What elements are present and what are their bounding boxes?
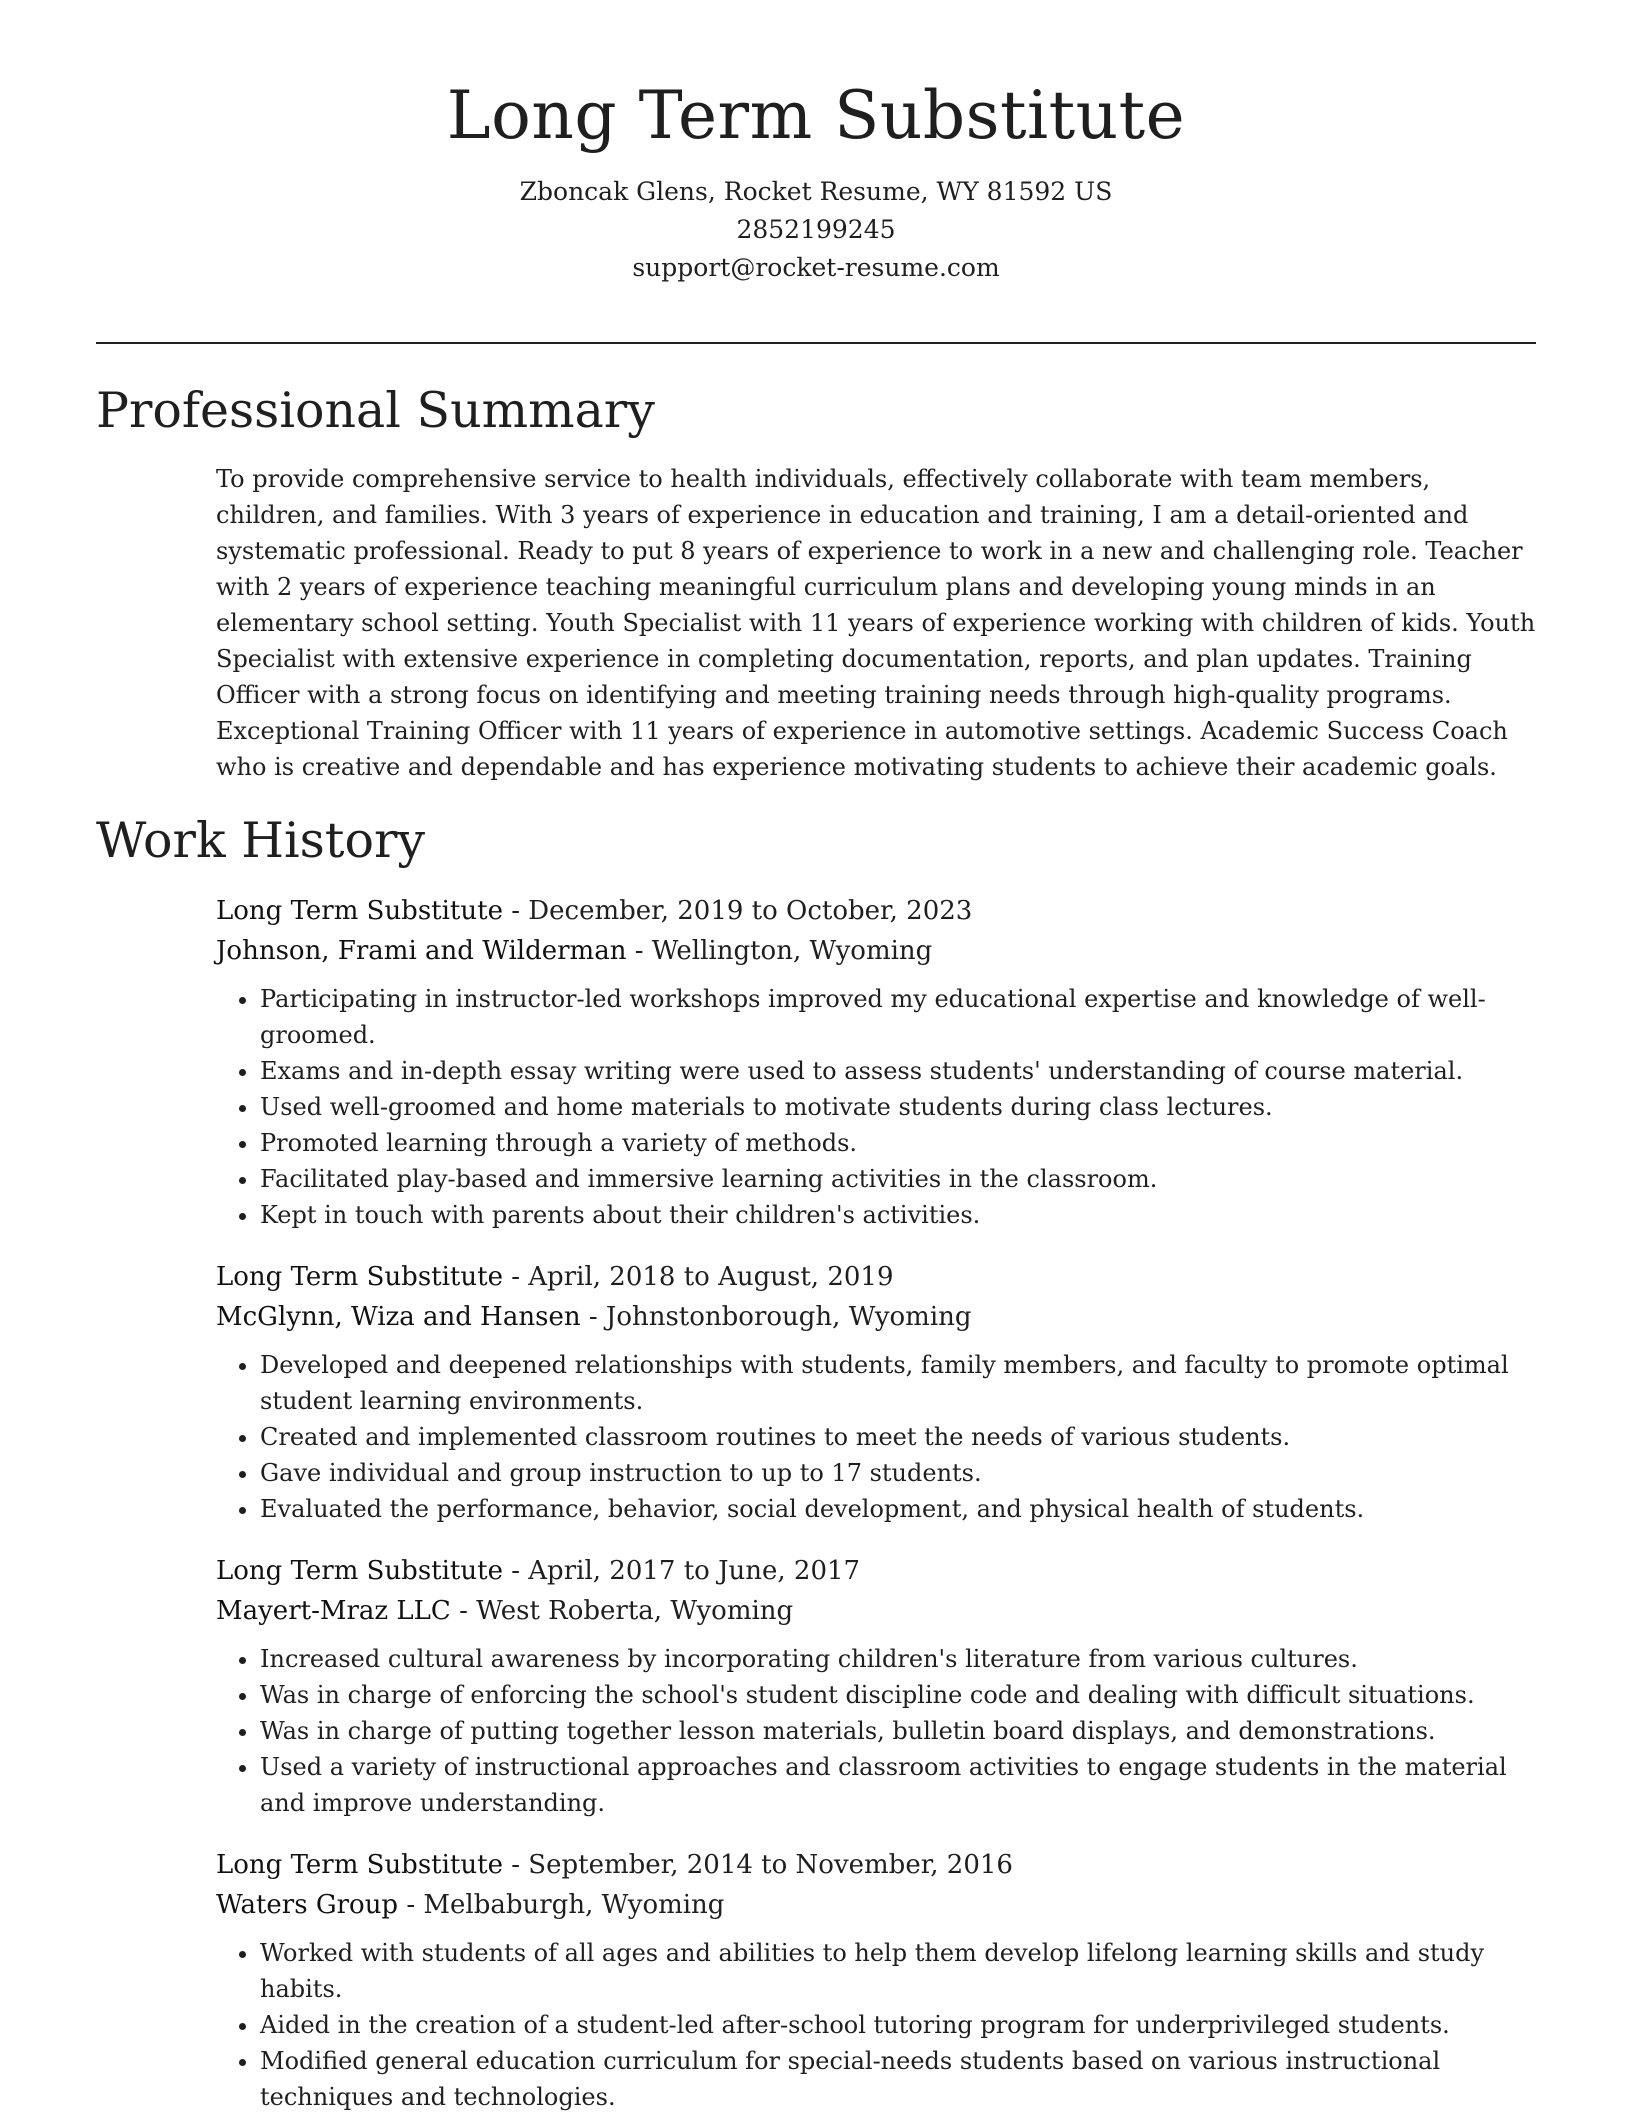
job-company: McGlynn, Wiza and Hansen xyxy=(216,1302,581,1332)
job-bullet: • Was in charge of putting together lesson materials, bulletin board displays, and demonstrations. xyxy=(260,1713,1541,1749)
job-role: Long Term Substitute xyxy=(216,896,503,926)
contact-info xyxy=(0,173,1632,287)
job-company: Johnson, Frami and Wilderman xyxy=(216,936,627,966)
job-bullet: • Exams and in-depth essay writing were used to assess students' understanding of course material. xyxy=(260,1053,1541,1089)
job-location: - Melbaburgh, Wyoming xyxy=(398,1890,725,1920)
job-bullets xyxy=(216,1347,1541,1527)
job-bullet: • Evaluated the performance, behavior, social development, and physical health of students. xyxy=(260,1491,1541,1527)
job-dates: - April, 2018 to August, 2019 xyxy=(502,1262,894,1292)
job-bullet: • Aided in the creation of a student-led after-school tutoring program for underprivileged students. xyxy=(260,2007,1541,2043)
job-bullet: • Increased cultural awareness by incorporating children's literature from various cultures. xyxy=(260,1641,1541,1677)
job-dates: - April, 2017 to June, 2017 xyxy=(502,1556,861,1586)
job-company-line xyxy=(216,1297,1541,1337)
job-title-line xyxy=(216,1257,1541,1297)
job-bullet: • Participating in instructor-led workshops improved my educational expertise and knowledge of well-groomed. xyxy=(260,981,1541,1053)
work-history-heading: Work History xyxy=(96,812,426,869)
job-bullet: • Kept in touch with parents about their children's activities. xyxy=(260,1197,1541,1233)
job-role: Long Term Substitute xyxy=(216,1850,503,1880)
job-bullet: • Modified general education curriculum for special-needs students based on various instructional techniques and technologies. xyxy=(260,2043,1541,2112)
job-bullet: • Used a variety of instructional approaches and classroom activities to engage students in the material and improve understanding. xyxy=(260,1749,1541,1821)
job-bullet: • Developed and deepened relationships with students, family members, and faculty to promote optimal student learning environments. xyxy=(260,1347,1541,1419)
job-role: Long Term Substitute xyxy=(216,1556,503,1586)
job-entry xyxy=(216,891,1541,1233)
phone-text: 2852199245 xyxy=(736,214,896,244)
summary-heading: Professional Summary xyxy=(96,382,655,439)
job-role: Long Term Substitute xyxy=(216,1262,503,1292)
job-bullets xyxy=(216,1935,1541,2112)
job-location: - Johnstonborough, Wyoming xyxy=(580,1302,972,1332)
email-text: support@rocket-resume.com xyxy=(632,252,1000,282)
job-bullet: • Was in charge of enforcing the school's student discipline code and dealing with difficult situations. xyxy=(260,1677,1541,1713)
job-title-line xyxy=(216,1845,1541,1885)
job-company-line xyxy=(216,1591,1541,1631)
job-bullet: • Used well-groomed and home materials to motivate students during class lectures. xyxy=(260,1089,1541,1125)
job-bullet: • Created and implemented classroom routines to meet the needs of various students. xyxy=(260,1419,1541,1455)
job-location: - West Roberta, Wyoming xyxy=(450,1596,794,1626)
job-company: Waters Group xyxy=(216,1890,399,1920)
job-bullet: • Promoted learning through a variety of methods. xyxy=(260,1125,1541,1161)
job-entry xyxy=(216,1551,1541,1821)
summary-text: To provide comprehensive service to health individuals, effectively collaborate with team members, children, and families. With 3 years of experience in education and training, I am a detail-oriented and systematic professional. Ready to put 8 years of experience to work in a new and challenging role. Teacher with 2 years of experience teaching meaningful curriculum plans and developing young minds in an elementary school setting. Youth Specialist with 11 years of experience working with children of kids. Youth Specialist with extensive experience in completing documentation, reports, and plan updates. Training Officer with a strong focus on identifying and meeting training needs through high-quality programs. Exceptional Training Officer with 11 years of experience in automotive settings. Academic Success Coach who is creative and dependable and has experience motivating students to achieve their academic goals. xyxy=(216,465,1536,781)
job-bullets xyxy=(216,1641,1541,1821)
job-company-line xyxy=(216,931,1541,971)
candidate-name: Long Term Substitute xyxy=(446,77,1186,154)
job-entry xyxy=(216,1845,1541,2112)
job-company: Mayert-Mraz LLC xyxy=(216,1596,451,1626)
job-dates: - September, 2014 to November, 2016 xyxy=(502,1850,1013,1880)
work-history-list xyxy=(216,891,1541,2112)
job-bullet: • Facilitated play-based and immersive learning activities in the classroom. xyxy=(260,1161,1541,1197)
job-location: - Wellington, Wyoming xyxy=(626,936,933,966)
address-text: Zboncak Glens, Rocket Resume, WY 81592 US xyxy=(519,176,1113,206)
job-bullet: • Worked with students of all ages and abilities to help them develop lifelong learning skills and study habits. xyxy=(260,1935,1541,2007)
job-company-line xyxy=(216,1885,1541,1925)
job-title-line xyxy=(216,891,1541,931)
header-divider xyxy=(96,342,1536,344)
job-bullet: • Gave individual and group instruction to up to 17 students. xyxy=(260,1455,1541,1491)
resume-header xyxy=(0,77,1632,287)
job-title-line xyxy=(216,1551,1541,1591)
job-entry xyxy=(216,1257,1541,1527)
job-bullets xyxy=(216,981,1541,1233)
job-dates: - December, 2019 to October, 2023 xyxy=(502,896,973,926)
